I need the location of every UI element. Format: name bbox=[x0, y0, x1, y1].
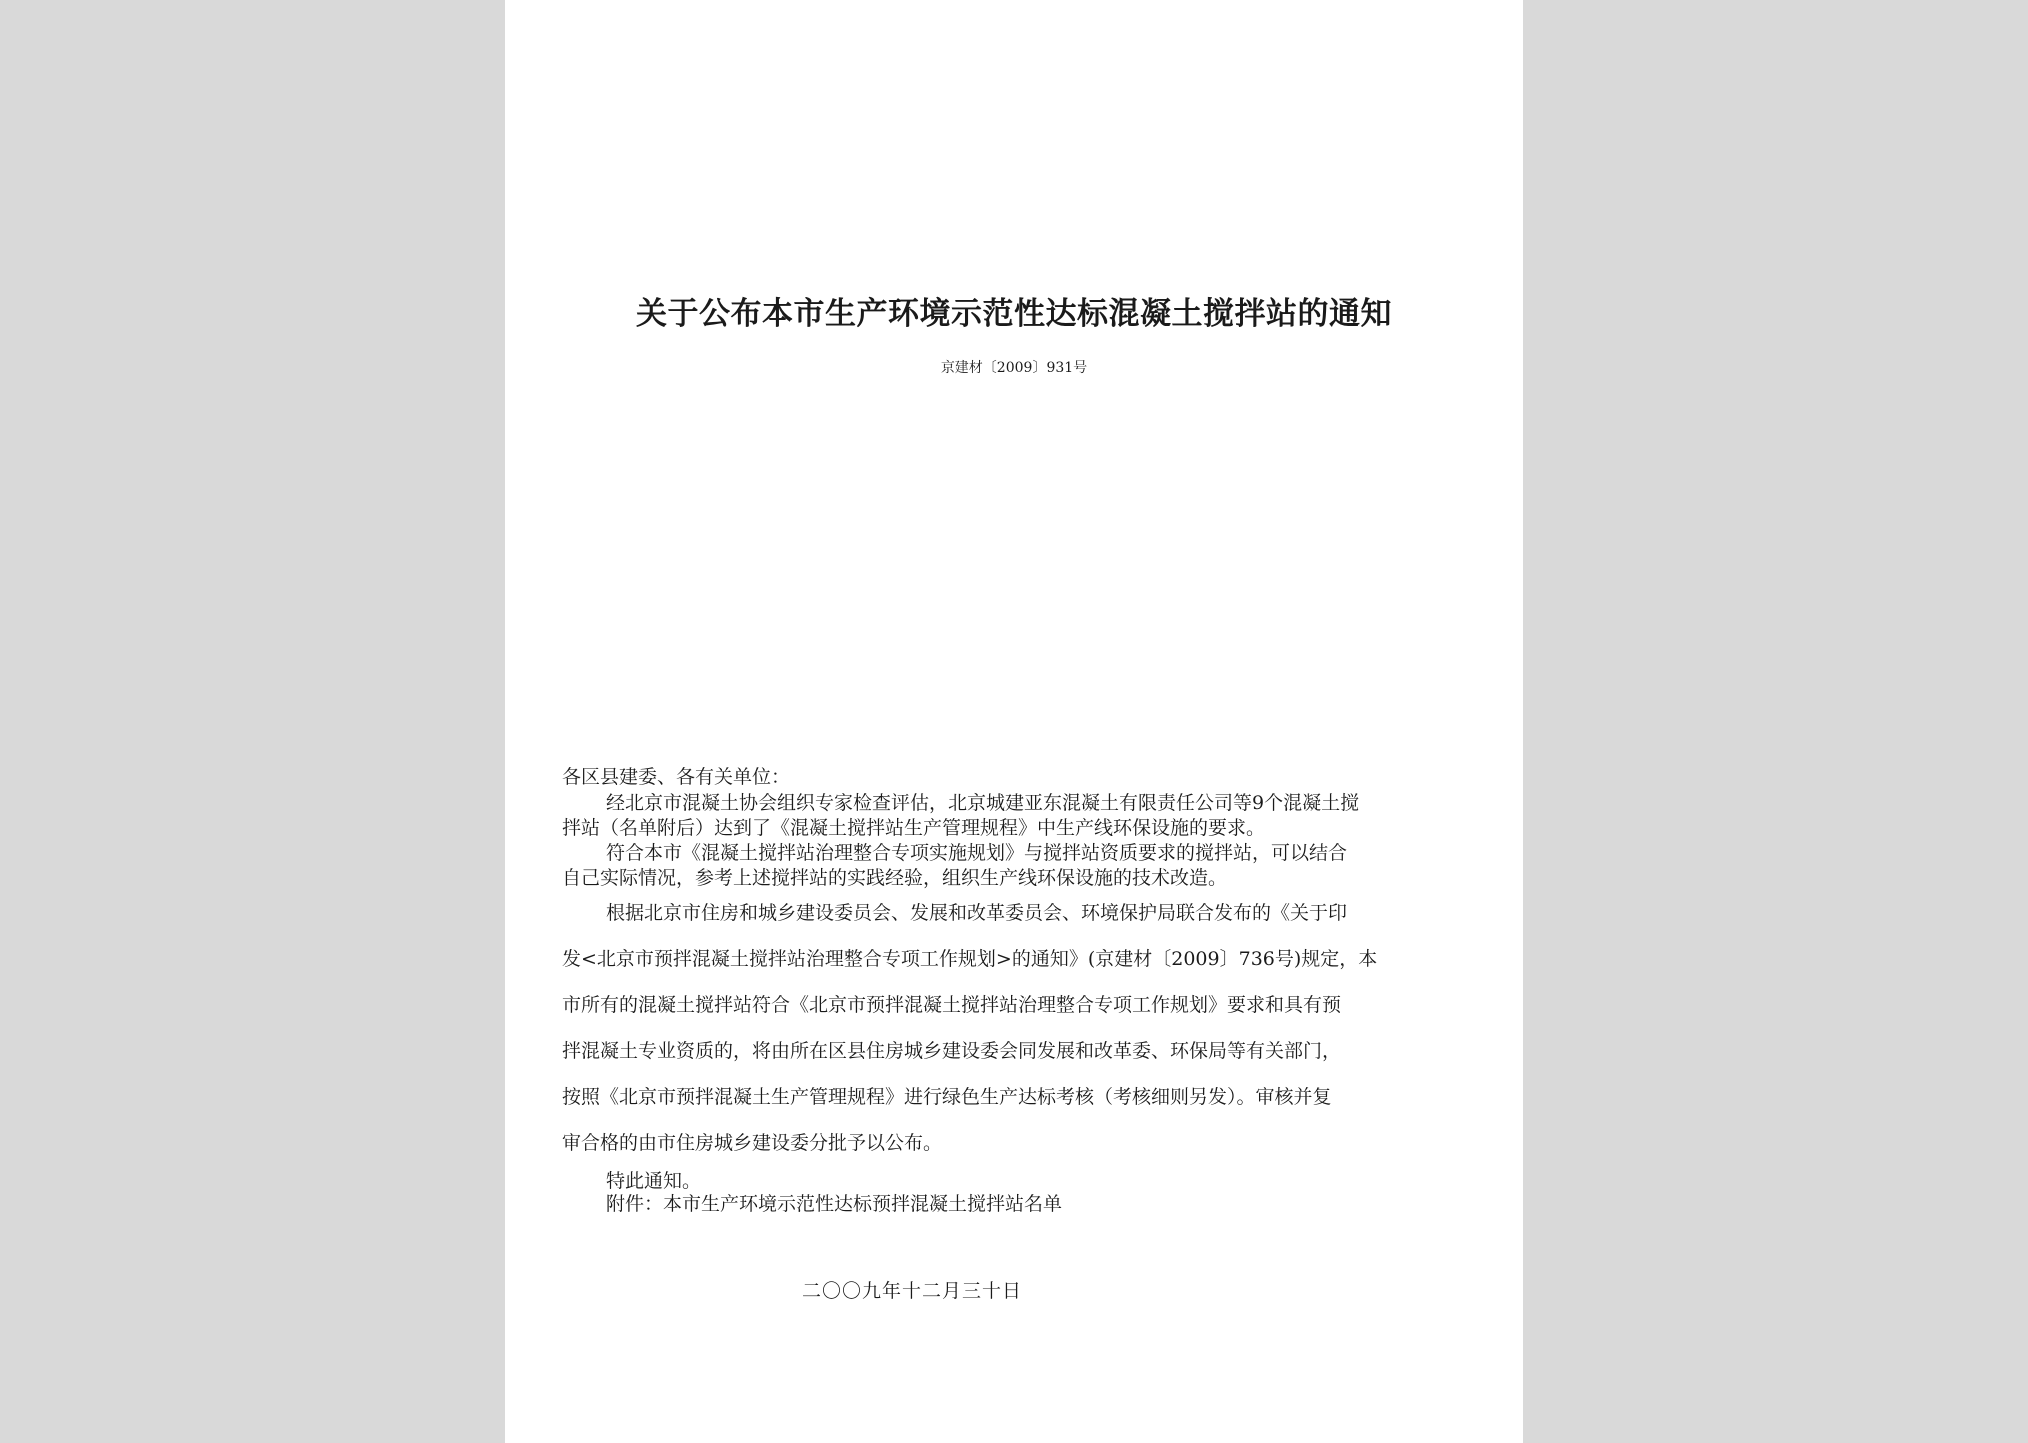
document-page bbox=[505, 0, 1523, 1443]
document-date: 二〇〇九年十二月三十日 bbox=[802, 1280, 1023, 1302]
paragraph-line: 根据北京市住房和城乡建设委员会、发展和改革委员会、环境保护局联合发布的《关于印 bbox=[606, 902, 1348, 924]
paragraph-line: 按照《北京市预拌混凝土生产管理规程》进行绿色生产达标考核（考核细则另发）。审核并复 bbox=[562, 1086, 1332, 1108]
attachment-line: 附件：本市生产环境示范性达标预拌混凝土搅拌站名单 bbox=[606, 1193, 1063, 1215]
closing-line: 特此通知。 bbox=[606, 1170, 702, 1192]
paragraph-line: 审合格的由市住房城乡建设委分批予以公布。 bbox=[562, 1132, 943, 1154]
paragraph-line: 拌站（名单附后）达到了《混凝土搅拌站生产管理规程》中生产线环保设施的要求。 bbox=[562, 817, 1266, 839]
paragraph-line: 拌混凝土专业资质的，将由所在区县住房城乡建设委会同发展和改革委、环保局等有关部门， bbox=[562, 1040, 1342, 1062]
paragraph-line: 符合本市《混凝土搅拌站治理整合专项实施规划》与搅拌站资质要求的搅拌站，可以结合 bbox=[606, 842, 1348, 864]
document-title: 关于公布本市生产环境示范性达标混凝土搅拌站的通知 bbox=[636, 296, 1392, 332]
paragraph-line: 自己实际情况，参考上述搅拌站的实践经验，组织生产线环保设施的技术改造。 bbox=[562, 867, 1228, 889]
document-number: 京建材〔2009〕931号 bbox=[940, 360, 1088, 376]
salutation: 各区县建委、各有关单位： bbox=[562, 766, 791, 788]
paragraph-line: 市所有的混凝土搅拌站符合《北京市预拌混凝土搅拌站治理整合专项工作规划》要求和具有预 bbox=[562, 994, 1342, 1016]
paragraph-line: 经北京市混凝土协会组织专家检查评估，北京城建亚东混凝土有限责任公司等9个混凝土搅 bbox=[606, 792, 1360, 814]
paragraph-line: 发<北京市预拌混凝土搅拌站治理整合专项工作规划>的通知》(京建材〔2009〕736号)规定，本 bbox=[562, 948, 1378, 970]
